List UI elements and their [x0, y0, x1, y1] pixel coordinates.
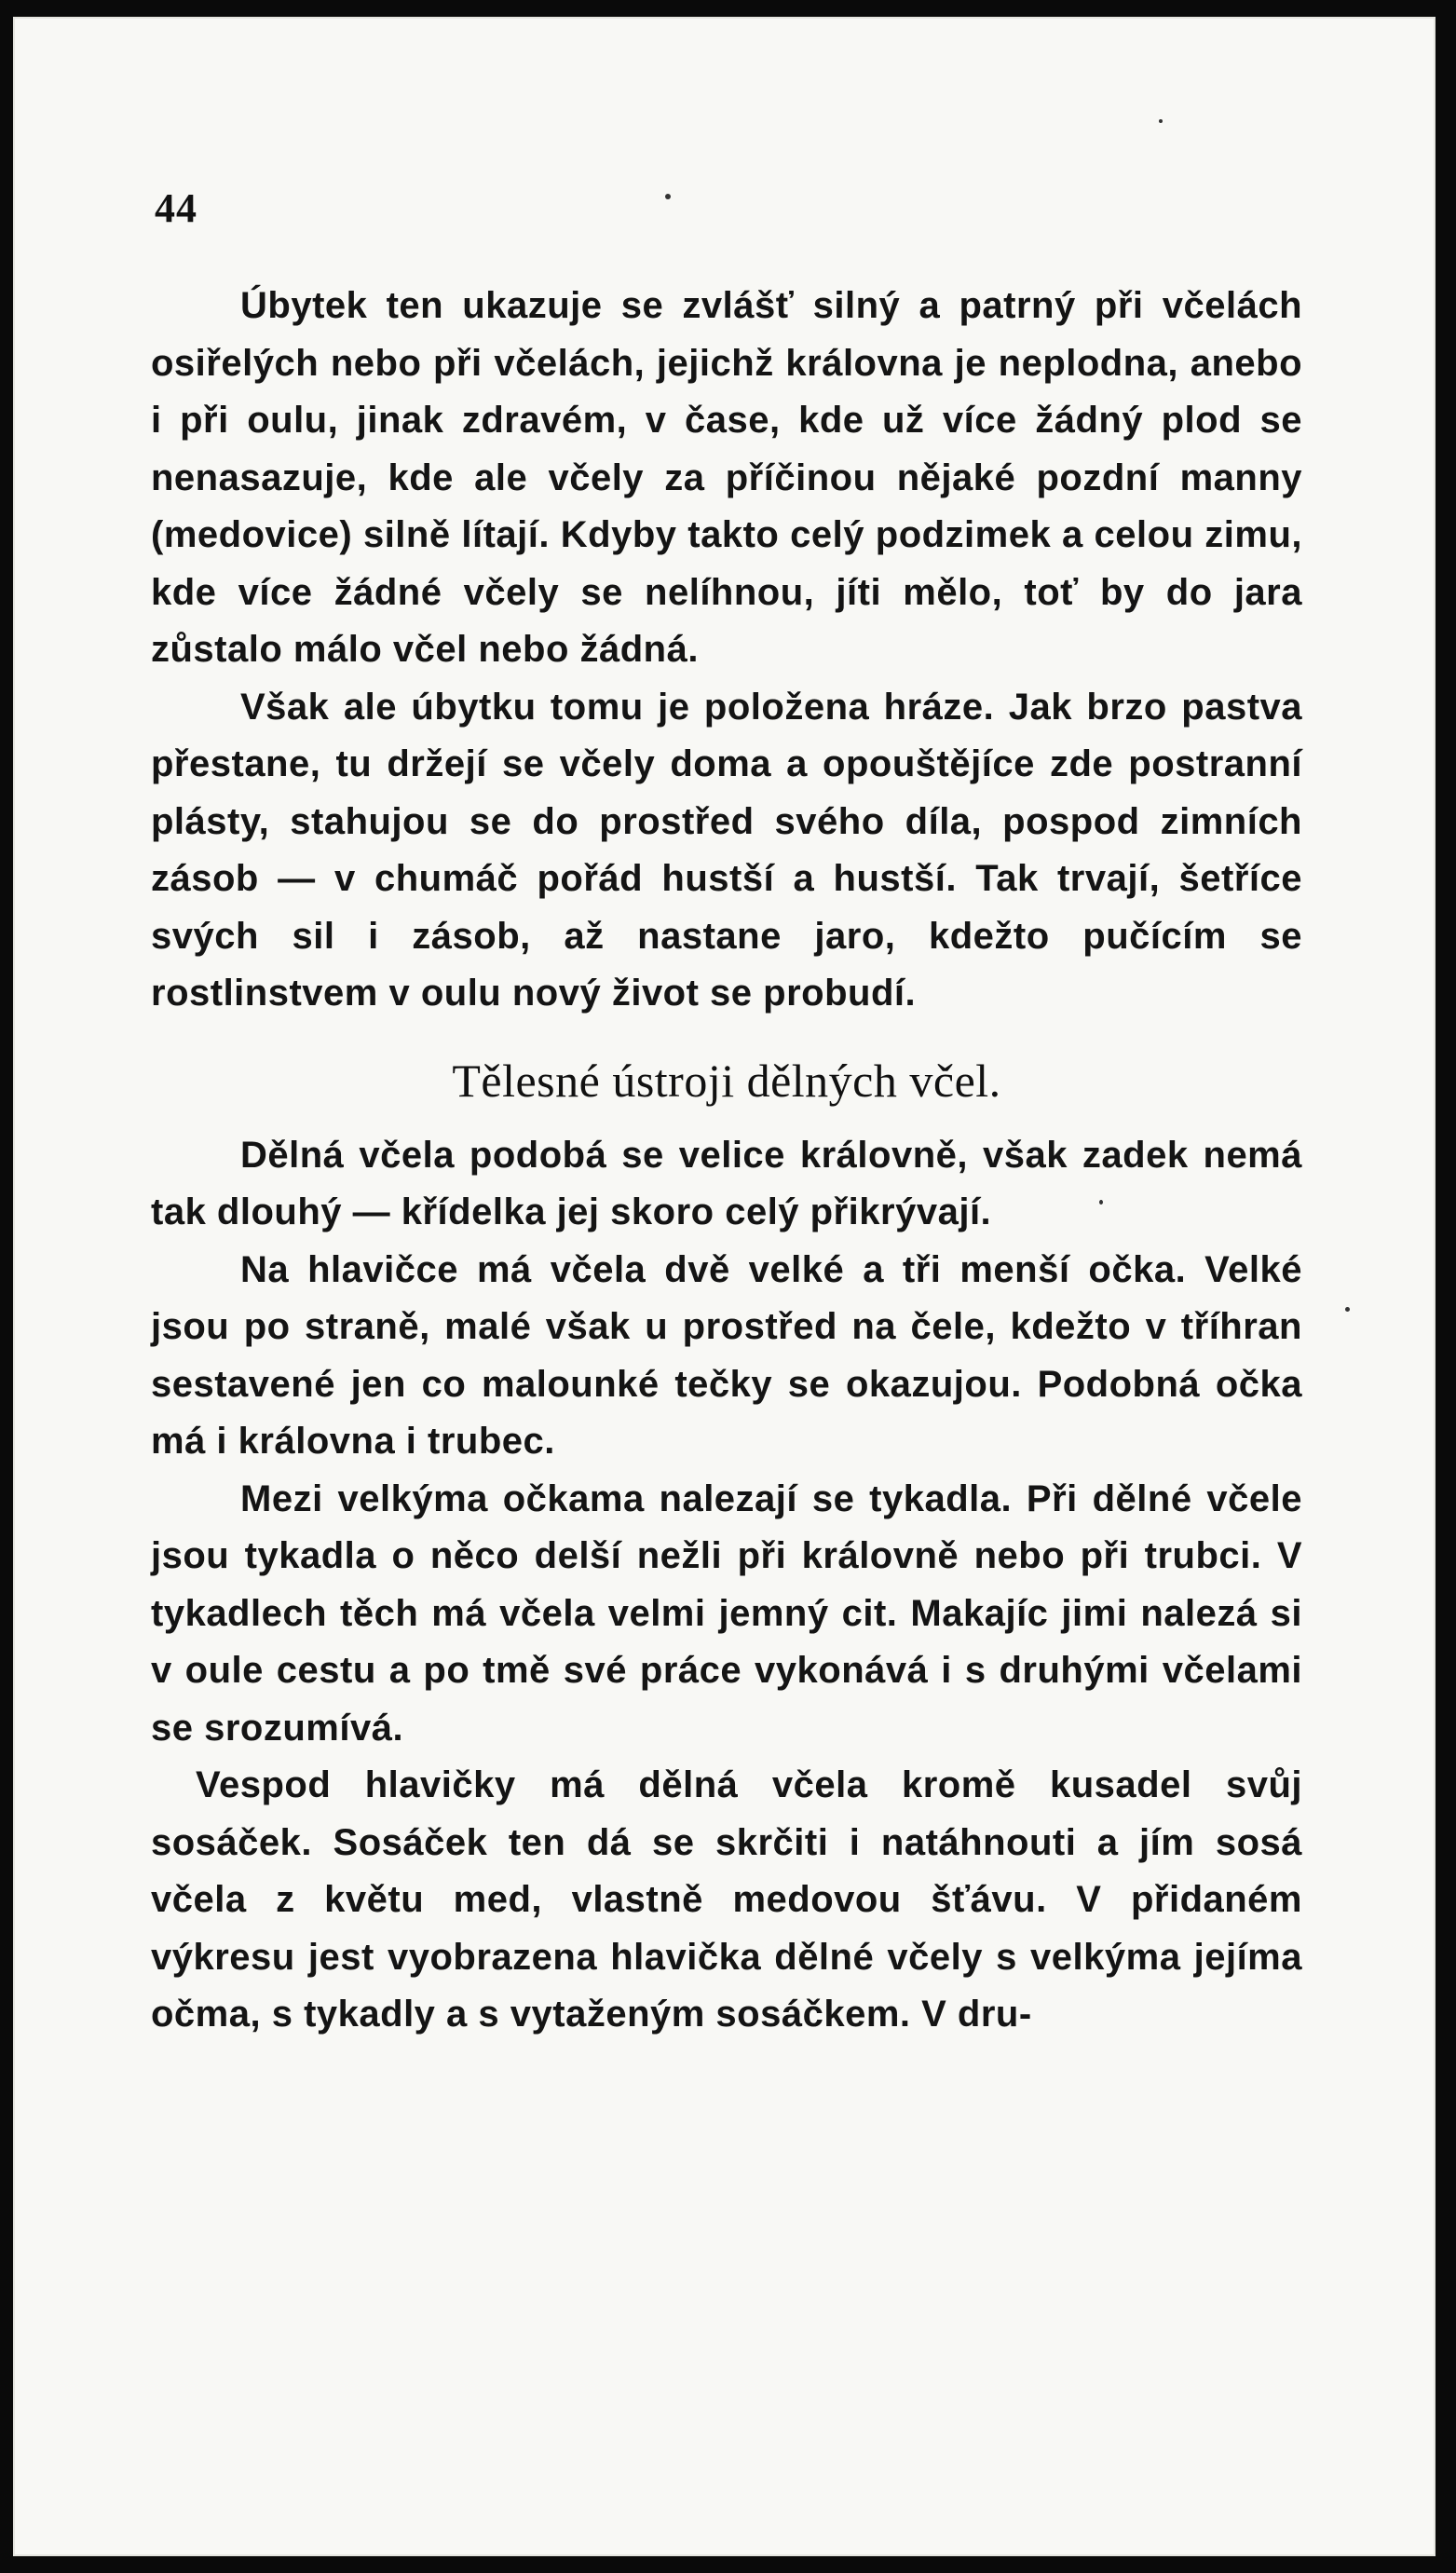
paragraph: Dělná včela podobá se velice královně, však zadek nemá tak dlouhý — křídelka jej skoro celý přikrývají. — [151, 1134, 1302, 1232]
paragraph: Vespod hlavičky má dělná včela kromě kusadel svůj sosáček. Sosáček ten dá se skrčiti i natáhnouti a jím sosá včela z květu med, vlastně medovou šťávu. V přidaném výkresu jest vyobrazena hlavička dělné včely s velkýma jejíma očma, s tykadly a s vytaženým sosáčkem. V dru- — [151, 1764, 1302, 2035]
book-page — [13, 17, 1436, 2556]
paragraph: Však ale úbytku tomu je položena hráze. Jak brzo pastva přestane, tu držejí se včely doma a opouštějíce zde postranní plásty, stahujou se do prostřed svého díla, pospod zimních zásob — v chumáč pořád hustší a hustší. Tak trvají, šetříce svých sil i zásob, až nastane jaro, kdežto pučícím se rostlinstvem v oulu nový život se probudí. — [151, 686, 1302, 1014]
page-number: 44 — [155, 185, 197, 231]
paragraph: Mezi velkýma očkama nalezají se tykadla. Při dělné včele jsou tykadla o něco delší nežli při královně nebo při trubci. V tykadlech těch má včela velmi jemný cit. Makajíc jimi nalezá si v oule cestu a po tmě své práce vykonává i s druhými včelami se srozumívá. — [151, 1477, 1302, 1749]
paragraph: Úbytek ten ukazuje se zvlášť silný a patrný při včelách osiřelých nebo při včelách, jejichž královna je neplodna, anebo i při oulu, jinak zdravém, v čase, kde už více žádný plod se nenasazuje, kde ale včely za příčinou nějaké pozdní manny (medovice) silně lítají. Kdyby takto celý podzimek a celou zimu, kde více žádné včely se nelíhnou, jíti mělo, toť by do jara zůstalo málo včel nebo žádná. — [151, 285, 1302, 670]
paragraph: Na hlavičce má včela dvě velké a tři menší očka. Velké jsou po straně, malé však u prostřed na čele, kdežto v tříhran sestavené jen co malounké tečky se okazujou. Podobná očka má i královna i trubec. — [151, 1248, 1302, 1462]
section-heading: Tělesné ústroji dělných včel. — [452, 1054, 1001, 1107]
paper-speck — [665, 194, 671, 199]
paper-speck — [1345, 1307, 1350, 1312]
body-text — [151, 278, 1302, 2044]
paper-speck — [1159, 119, 1163, 123]
